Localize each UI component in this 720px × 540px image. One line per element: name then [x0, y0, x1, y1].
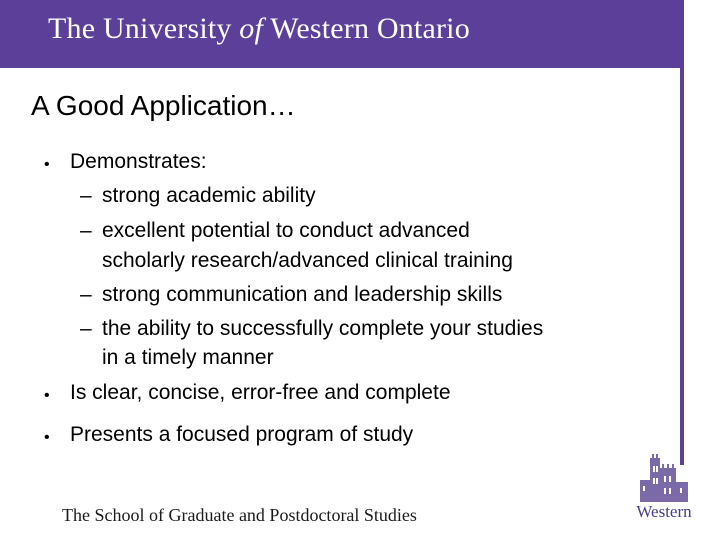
list-item: Presents a focused program of study: [70, 423, 414, 446]
list-item: strong communication and leadership skills: [102, 283, 503, 306]
list-item: Is clear, concise, error-free and complete: [70, 381, 451, 404]
university-name-italic: of: [239, 12, 264, 45]
list-item: Demonstrates:: [70, 150, 207, 173]
bullet-marker: •: [44, 429, 50, 446]
sub-bullet-marker: –: [80, 219, 92, 242]
slide-title: A Good Application…: [31, 90, 296, 121]
list-item: scholarly research/advanced clinical training: [102, 249, 513, 272]
list-item: strong academic ability: [102, 184, 316, 207]
western-logo: [628, 452, 700, 526]
university-name-part2: Western Ontario: [270, 12, 470, 45]
sub-bullet-marker: –: [80, 184, 92, 207]
sub-bullet-marker: –: [80, 283, 92, 306]
list-item: the ability to successfully complete your studies: [102, 317, 544, 340]
university-name-part1: The University: [48, 12, 232, 45]
university-college-tower-icon: [628, 452, 700, 504]
header-bar: [0, 0, 684, 68]
bullet-marker: •: [44, 156, 50, 173]
logo-wordmark: Western: [636, 502, 692, 521]
footer-school-name: The School of Graduate and Postdoctoral Studies: [62, 505, 417, 525]
right-accent-bar: [680, 0, 684, 465]
sub-bullet-marker: –: [80, 317, 92, 340]
bullet-marker: •: [44, 387, 50, 404]
list-item: in a timely manner: [102, 346, 274, 369]
list-item: excellent potential to conduct advanced: [102, 219, 470, 242]
university-name: [48, 12, 470, 46]
